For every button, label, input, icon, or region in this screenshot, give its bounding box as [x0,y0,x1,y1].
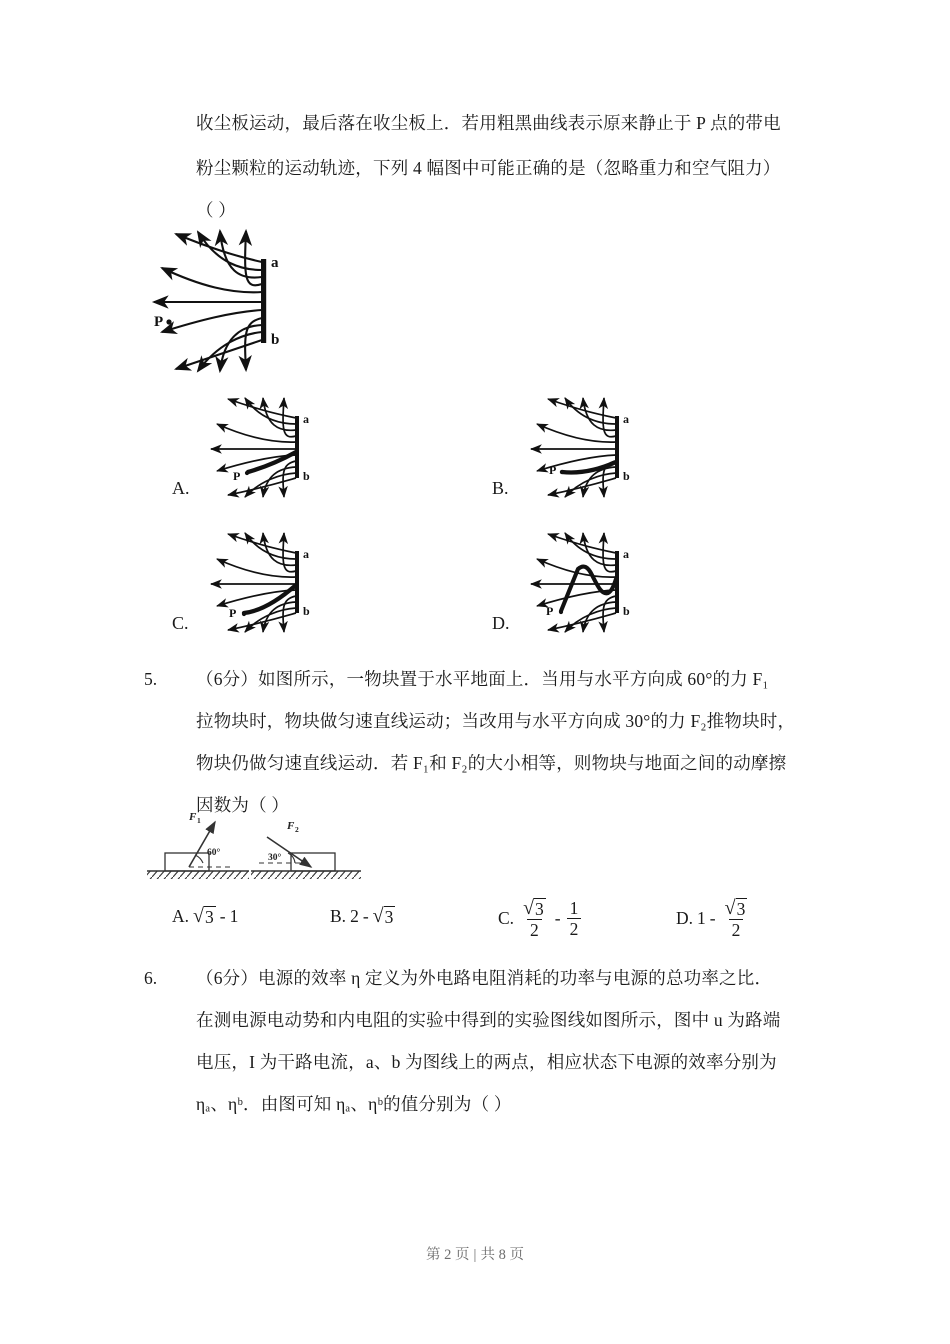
svg-text:b: b [303,604,310,618]
q5-answer-b-leading: 2 [350,906,359,926]
q5-answer-d-num-radicand: 3 [736,899,746,919]
q5-answer-d-letter: D. [676,908,694,929]
q5-answer-a-letter: A. [172,906,190,926]
q5-answer-c-minus: - [554,908,561,929]
q5-answer-a-radicand: 3 [205,907,214,928]
q5-answer-a-radical: √ 3 [193,905,214,928]
option-c-field-diagram [200,527,340,642]
q5-line1: （6分）如图所示，一物块置于水平地面上．当用与水平方向成 60°的力 F₁ [196,669,769,689]
svg-text:a: a [303,547,309,561]
svg-text:a: a [623,547,629,561]
svg-text:b: b [303,469,310,483]
footer-current-page: 第 2 页 [426,1247,470,1263]
q5-answer-d-frac: √ 3 2 [724,897,746,941]
q5-answer-d-leading: 1 [697,908,706,929]
q5-answer-c-frac1: √ 3 2 [523,897,544,941]
option-b-field-diagram [520,392,660,507]
q5-answer-b-radical: √ 3 [372,905,394,928]
svg-text:60°: 60° [207,848,221,858]
svg-text:P: P [154,314,164,330]
svg-text:F: F [287,820,295,832]
q5-answer-b[interactable] [330,906,395,927]
svg-text:a: a [303,412,309,426]
option-d-field-diagram [520,527,660,642]
q5-answer-d-minus: - [709,908,716,929]
svg-text:P: P [229,606,237,620]
option-a-letter: A. [172,478,190,498]
q5-answer-a[interactable] [172,906,238,927]
svg-text:2: 2 [295,825,299,834]
q6-line4: ηₐ、ηᵇ．由图可知 ηₐ、ηᵇ的值分别为（ ） [196,1094,512,1114]
q5-answer-c-frac2 [567,899,582,939]
q5-answer-c-letter: C. [498,908,515,929]
page-footer [0,1243,950,1264]
block-force-diagram [145,805,365,890]
q6-line1: （6分）电源的效率 η 定义为外电路电阻消耗的功率与电源的总功率之比． [196,968,773,988]
q5-answer-b-minus: - [362,906,369,926]
svg-text:b: b [271,332,280,348]
q4-line2: 粉尘颗粒的运动轨迹，下列 4 幅图中可能正确的是（忽略重力和空气阻力） [196,158,781,178]
option-c-letter: C. [172,613,189,633]
q5-answer-c-num1-radicand: 3 [535,899,544,919]
q5-answer-c-num2: 1 [569,898,579,918]
svg-text:P: P [549,463,557,477]
svg-text:a: a [623,412,629,426]
q5-number: 5. [144,669,158,689]
option-d-letter: D. [492,613,510,633]
q6-number: 6. [144,968,158,988]
q4-line3: （ ） [196,200,236,220]
q5-line2: 拉物块时，物块做匀速直线运动；当改用与水平方向成 30°的力 F₂推物块时， [196,711,796,731]
q6-line3: 电压，I 为干路电流，a、b 为图线上的两点，相应状态下电源的效率分别为 [196,1052,777,1072]
q5-answer-row [0,898,950,944]
option-a-field-diagram [200,392,340,507]
q5-answer-c[interactable] [498,898,583,940]
q5-line3: 物块仍做匀速直线运动．若 F₁和 F₂的大小相等，则物块与地面之间的动摩擦 [196,753,787,773]
svg-text:1: 1 [197,816,201,825]
svg-text:P: P [546,604,554,618]
q5-answer-a-term: 1 [229,906,239,926]
footer-separator: | [473,1247,477,1263]
q4-line1: 收尘板运动，最后落在收尘板上．若用粗黑曲线表示原来静止于 P 点的带电 [196,113,781,133]
footer-total-pages: 共 8 页 [480,1247,524,1263]
svg-text:a: a [271,255,279,271]
svg-text:b: b [623,469,630,483]
q5-answer-d-den: 2 [729,919,744,939]
q6-line2: 在测电源电动势和内电阻的实验中得到的实验图线如图所示，图中 u 为路端 [196,1010,781,1030]
option-b-letter: B. [492,478,509,498]
q5-line4: 因数为（ ） [196,795,290,815]
svg-text:30°: 30° [268,853,282,863]
q5-answer-b-letter: B. [330,906,347,926]
svg-text:b: b [623,604,630,618]
electric-field-lines-plate [140,222,320,382]
q5-answer-b-radicand: 3 [384,907,394,928]
q5-answer-a-minus: - [219,906,226,926]
q5-answer-c-den2: 2 [567,918,582,938]
q5-answer-d[interactable] [676,898,752,940]
svg-text:P: P [233,469,241,483]
svg-text:F: F [189,811,197,823]
q5-answer-c-den1: 2 [527,919,542,939]
